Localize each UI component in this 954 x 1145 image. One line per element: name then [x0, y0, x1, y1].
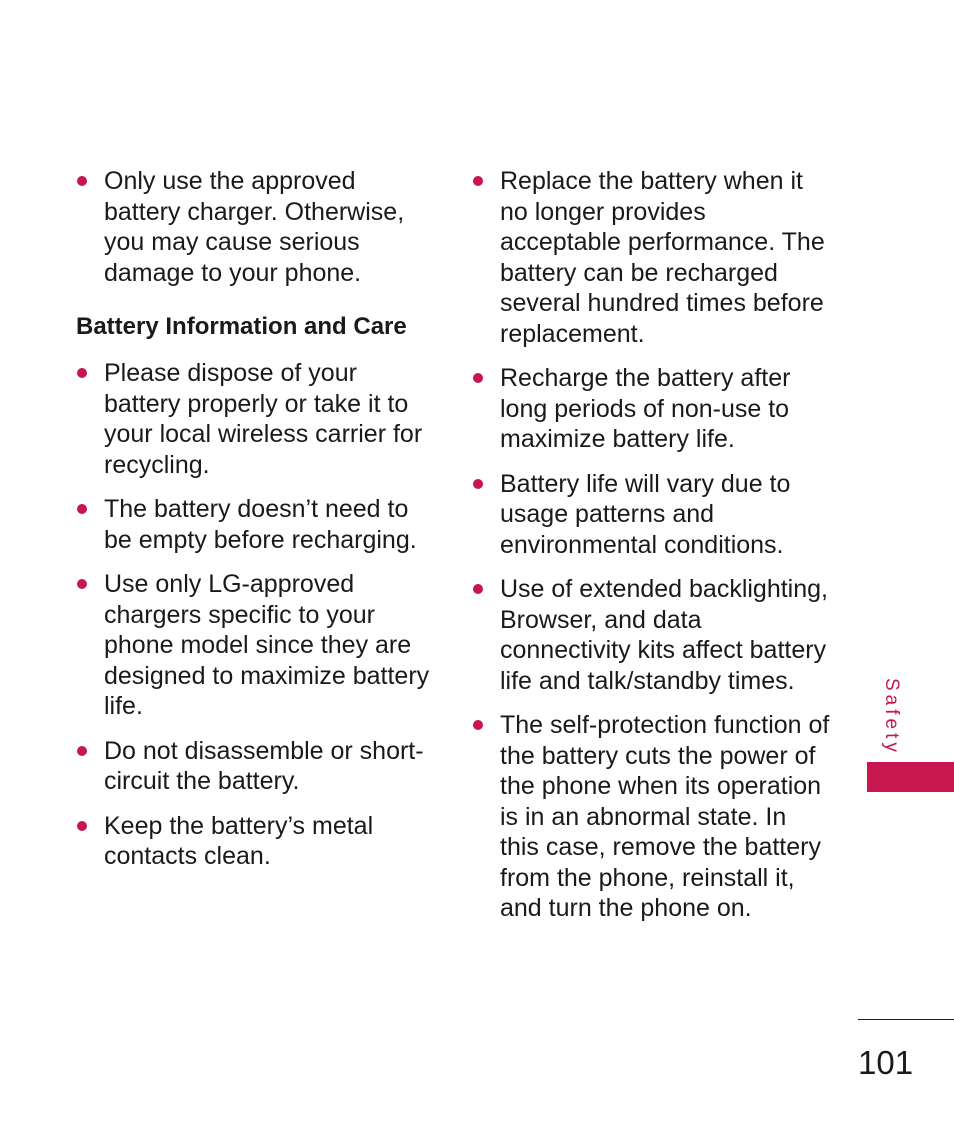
page-number: 101 [858, 1044, 914, 1081]
bullet-icon [77, 504, 87, 514]
right-column [472, 166, 832, 938]
list-item [76, 358, 436, 480]
list-item [472, 574, 832, 696]
list-item [472, 710, 832, 924]
list-item-text: Recharge the battery after long periods of non-use to maximize battery life. [500, 364, 791, 453]
list-item [76, 569, 436, 722]
list-item-text: The battery doesn’t need to be empty before recharging. [104, 495, 417, 554]
list-item-text: Battery life will vary due to usage patterns and environmental conditions. [500, 469, 791, 559]
list-item [76, 736, 436, 797]
list-item [472, 469, 832, 561]
section-tab-label: Safety [881, 678, 902, 756]
intro-bullet-list [76, 166, 436, 288]
list-item-text: Only use the approved battery charger. Otherwise, you may cause serious damage to your phone. [104, 167, 405, 287]
list-item [76, 494, 436, 555]
bullet-icon [473, 720, 483, 730]
footer-divider [858, 1019, 954, 1020]
bullet-icon [473, 373, 483, 383]
bullet-icon [77, 746, 87, 756]
bullet-icon [473, 479, 483, 489]
battery-tips-bullet-list [472, 166, 832, 924]
bullet-icon [77, 176, 87, 186]
section-heading: Battery Information and Care [76, 313, 407, 340]
list-item [472, 363, 832, 455]
list-item-text: Do not disassemble or short-circuit the battery. [104, 736, 424, 795]
list-item [76, 811, 436, 872]
battery-care-bullet-list [76, 358, 436, 872]
list-item-text: Please dispose of your battery properly or take it to your local wireless carrier for recycling. [104, 359, 423, 479]
bullet-icon [77, 821, 87, 831]
bullet-icon [473, 176, 483, 186]
list-item-text: Keep the battery’s metal contacts clean. [104, 811, 374, 870]
list-item [76, 166, 436, 288]
bullet-icon [77, 368, 87, 378]
list-item-text: Replace the battery when it no longer provides acceptable performance. The battery can be recharged several hundred times before replacement. [500, 167, 825, 348]
bullet-icon [77, 579, 87, 589]
list-item [472, 166, 832, 349]
section-tab-marker [867, 762, 954, 792]
left-column [76, 166, 436, 886]
list-item-text: Use only LG-approved chargers specific to your phone model since they are designed to maximize battery life. [104, 570, 430, 720]
bullet-icon [473, 584, 483, 594]
list-item-text: Use of extended backlighting, Browser, and data connectivity kits affect battery life and talk/standby times. [500, 575, 828, 695]
list-item-text: The self-protection function of the battery cuts the power of the phone when its operation is in an abnormal state. In this case, remove the battery from the phone, reinstall it, and turn the phone on. [500, 711, 830, 922]
